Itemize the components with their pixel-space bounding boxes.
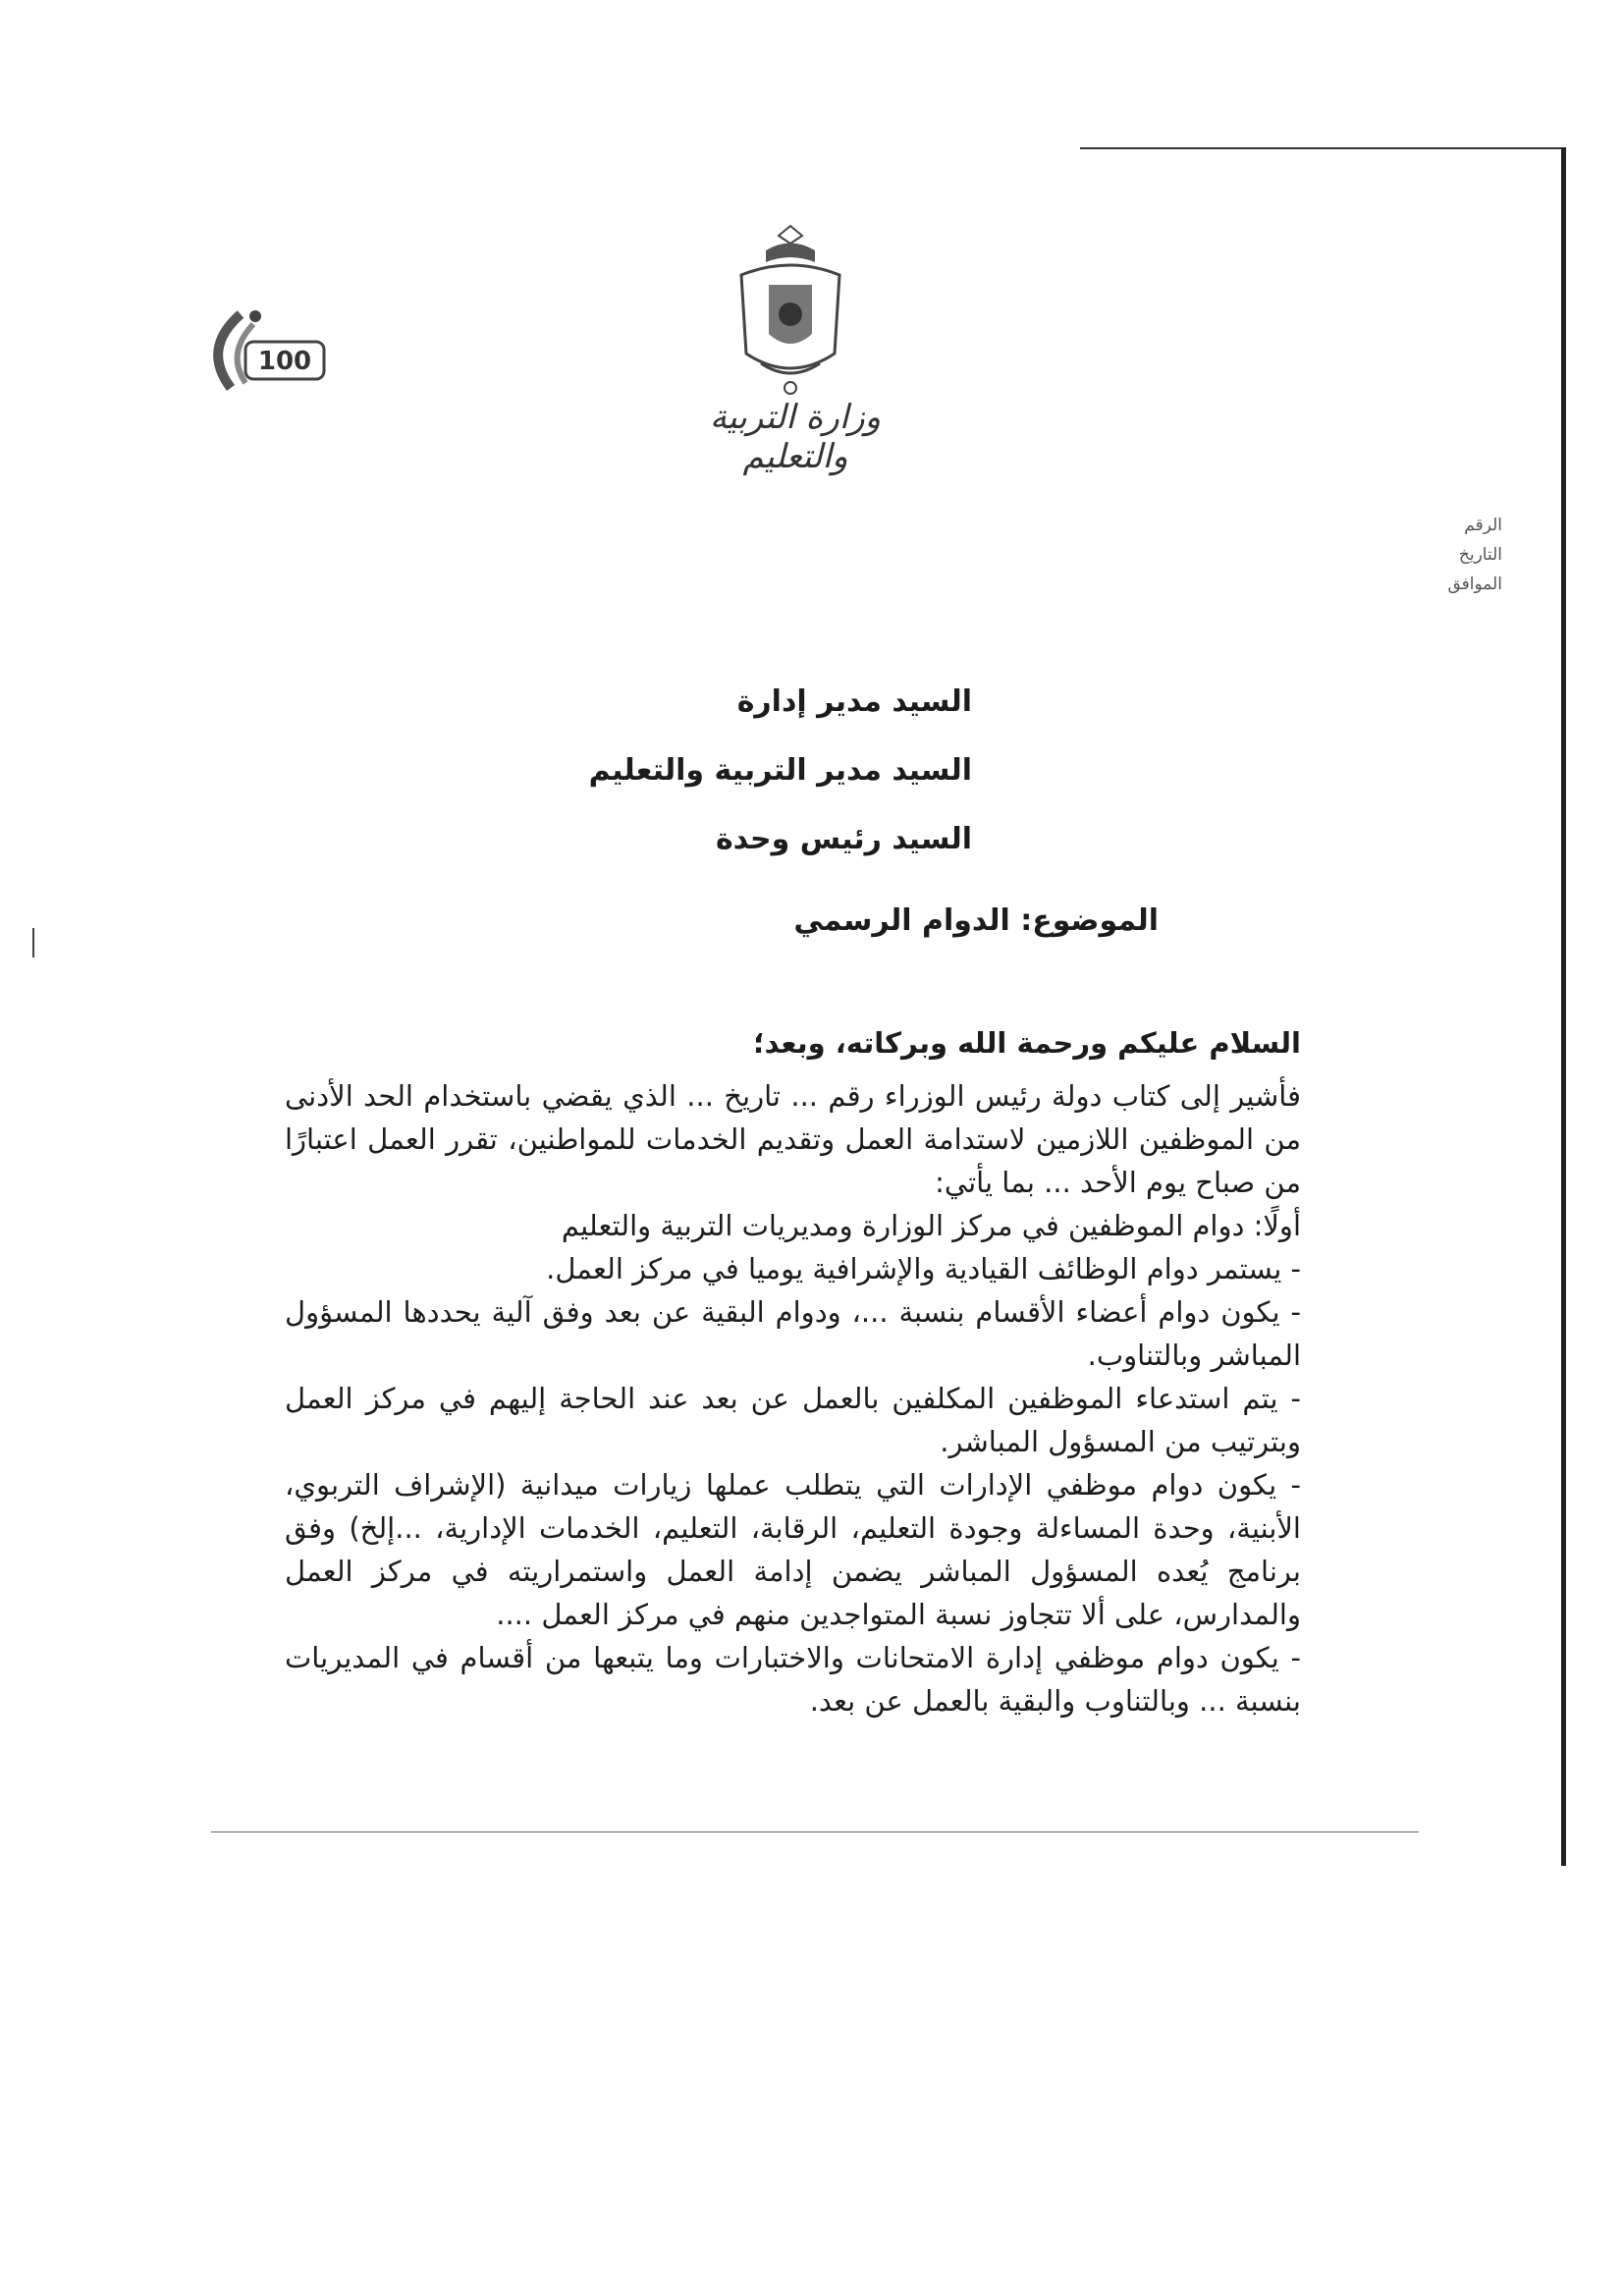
subject-line: الموضوع: الدوام الرسمي — [793, 903, 1159, 938]
centennial-logo-label: 100 — [257, 347, 312, 376]
addressee-line: السيد مدير إدارة — [736, 684, 972, 719]
ministry-name: وزارة التربية والتعليم — [709, 398, 882, 476]
body-paragraph: - يستمر دوام الوظائف القيادية والإشرافية يوميا في مركز العمل. — [546, 1252, 1301, 1285]
body-paragraph: فأشير إلى كتاب دولة رئيس الوزراء رقم ... تاريخ ... الذي يقضي باستخدام الحد الأدنى من الموظفين اللازمين لاستدامة العمل وتقديم الخدمات للمواطنين، تقرر العمل اعتبارًا من صباح يوم الأحد ... بما يأتي: — [285, 1079, 1301, 1199]
gregorian-date-label: الموافق — [1447, 574, 1502, 594]
reference-labels — [1394, 511, 1502, 599]
page-frame-right — [1561, 147, 1566, 1866]
body-paragraph: أولًا: دوام الموظفين في مركز الوزارة ومديريات التربية والتعليم — [561, 1209, 1301, 1242]
addressee-block — [579, 668, 972, 874]
body-paragraph: - يتم استدعاء الموظفين المكلفين بالعمل عن بعد عند الحاجة إليهم في مركز العمل وبترتيب من المسؤول المباشر. — [285, 1382, 1301, 1458]
coat-of-arms-icon — [722, 216, 859, 403]
date-label: التاريخ — [1458, 545, 1502, 565]
body-paragraph: - يكون دوام أعضاء الأقسام بنسبة ...، ودوام البقية عن بعد وفق آلية يحددها المسؤول المباشر وبالتناوب. — [285, 1295, 1301, 1372]
page-frame-top — [1080, 147, 1566, 149]
greeting: السلام عليكم ورحمة الله وبركاته، وبعد؛ — [753, 1026, 1301, 1060]
addressee-line: السيد مدير التربية والتعليم — [588, 753, 972, 788]
body-paragraph: - يكون دوام موظفي إدارة الامتحانات والاختبارات وما يتبعها من أقسام في المديريات بنسبة ... وبالتناوب والبقية بالعمل عن بعد. — [285, 1641, 1301, 1718]
addressee-line: السيد رئيس وحدة — [715, 822, 972, 856]
letter-body — [285, 1021, 1301, 1722]
footer-rule — [211, 1831, 1419, 1832]
body-paragraph: - يكون دوام موظفي الإدارات التي يتطلب عملها زيارات ميدانية (الإشراف التربوي، الأبنية، وحدة المساءلة وجودة التعليم، الرقابة، التعليم، الخدمات الإدارية، ...إلخ) وفق برنامج يُعده المسؤول المباشر يضمن إدامة العمل واستمراريته في مركز العمل والمدارس، على ألا تتجاوز نسبة المتواجدين منهم في مركز العمل .... — [285, 1468, 1301, 1631]
ref-number-label: الرقم — [1464, 516, 1502, 535]
centennial-logo-icon — [196, 295, 334, 403]
margin-mark — [32, 928, 34, 957]
